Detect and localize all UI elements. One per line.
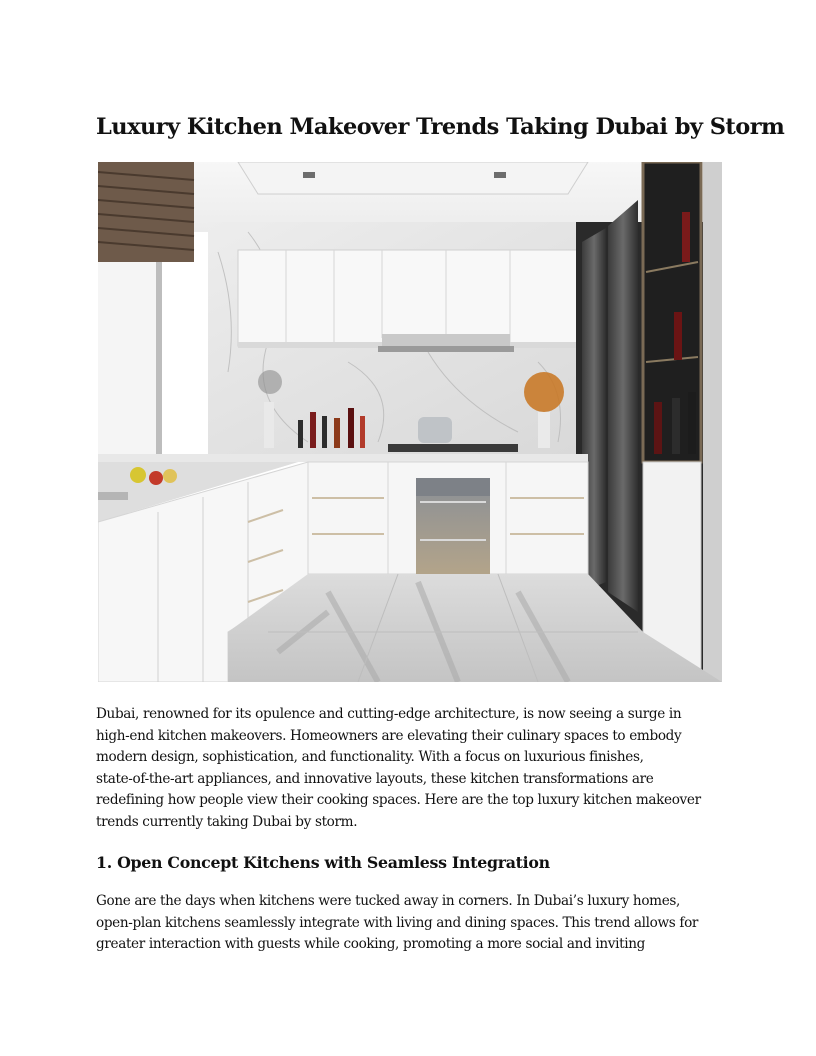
section-line: Gone are the days when kitchens were tucked away in corners. In Dubai’s luxury homes, <box>96 893 681 909</box>
section-line: open-plan kitchens seamlessly integrate with living and dining spaces. This trend allows for <box>96 914 699 931</box>
section-paragraph <box>96 891 722 956</box>
section-line: greater interaction with guests while cooking, promoting a more social and inviting <box>96 936 645 953</box>
kitchen-photo <box>98 162 722 682</box>
intro-paragraph <box>96 704 722 834</box>
intro-line: high-end kitchen makeovers. Homeowners are elevating their culinary spaces to embody <box>96 727 682 744</box>
intro-line: redefining how people view their cooking spaces. Here are the top luxury kitchen makeover <box>96 792 701 809</box>
intro-line: Dubai, renowned for its opulence and cutting-edge architecture, is now seeing a surge in <box>96 706 682 722</box>
section-heading: 1. Open Concept Kitchens with Seamless Integration <box>96 853 550 872</box>
intro-line: modern design, sophistication, and functionality. With a focus on luxurious finishes, <box>96 749 644 766</box>
intro-line: state-of-the-art appliances, and innovative layouts, these kitchen transformations are <box>96 770 654 787</box>
intro-line: trends currently taking Dubai by storm. <box>96 813 358 830</box>
article-title: Luxury Kitchen Makeover Trends Taking Dubai by Storm <box>96 114 785 140</box>
